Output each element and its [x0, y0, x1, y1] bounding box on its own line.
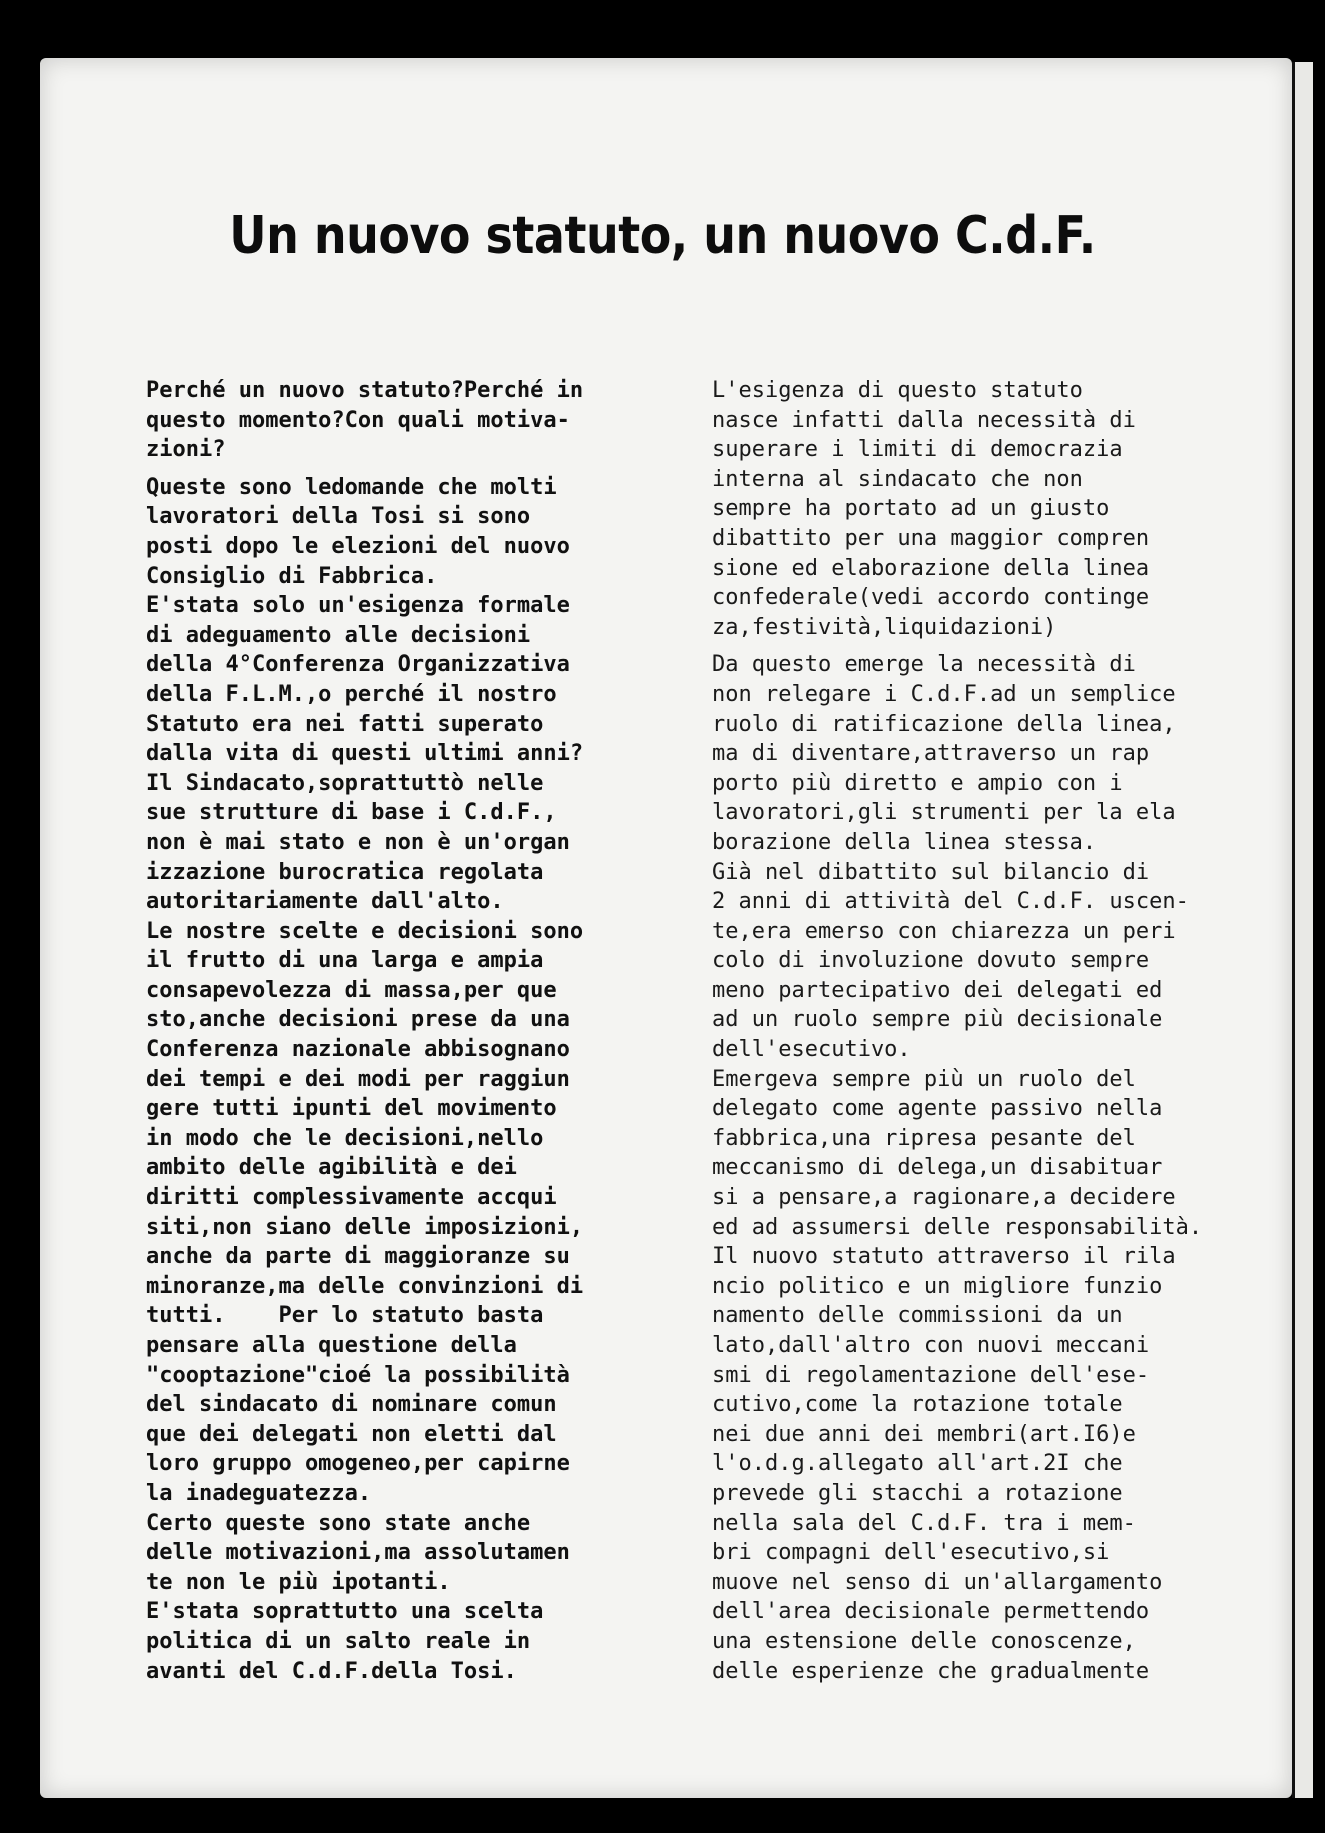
text-line: izzazione burocratica regolata: [146, 859, 544, 885]
text-line: Da questo emerge la necessità di: [712, 652, 1136, 678]
text-line: siti,non siano delle imposizioni,: [146, 1214, 584, 1240]
text-line: sto,anche decisioni prese da una: [146, 1007, 570, 1033]
text-line: posti dopo le elezioni del nuovo: [146, 533, 570, 559]
text-line: colo di involuzione dovuto sempre: [712, 948, 1150, 974]
left-column: [146, 376, 583, 1686]
text-line: ad un ruolo sempre più decisionale: [712, 1007, 1163, 1033]
text-line: porto più diretto e ampio con i: [712, 770, 1123, 796]
text-line: il frutto di una larga e ampia: [146, 948, 544, 974]
text-line: Emergeva sempre più un ruolo del: [712, 1066, 1136, 1092]
text-line: dell'area decisionale permettendo: [712, 1599, 1150, 1625]
text-line: si a pensare,a ragionare,a decidere: [712, 1185, 1176, 1211]
text-line: Le nostre scelte e decisioni sono: [146, 918, 584, 944]
text-line: confederale(vedi accordo continge: [712, 585, 1150, 611]
text-line: Consiglio di Fabbrica.: [146, 563, 438, 589]
text-line: in modo che le decisioni,nello: [146, 1125, 544, 1151]
text-line: Certo queste sono state anche: [146, 1510, 531, 1536]
text-line: E'stata soprattutto una scelta: [146, 1599, 544, 1625]
text-line: "cooptazione"cioé la possibilità: [146, 1362, 570, 1388]
text-line: te non le più ipotanti.: [146, 1569, 451, 1595]
text-line: lavoratori,gli strumenti per la ela: [712, 800, 1176, 826]
text-line: ambito delle agibilità e dei: [146, 1155, 517, 1181]
text-line: 2 anni di attività del C.d.F. uscen-: [712, 889, 1189, 915]
text-line: consapevolezza di massa,per que: [146, 977, 557, 1003]
text-line: meno partecipativo dei delegati ed: [712, 977, 1163, 1003]
text-line: anche da parte di maggioranze su: [146, 1244, 570, 1270]
text-line: cutivo,come la rotazione totale: [712, 1392, 1123, 1418]
page-edge: [1292, 62, 1313, 1798]
text-line: ncio politico e un migliore funzio: [712, 1273, 1163, 1299]
text-line: della F.L.M.,o perché il nostro: [146, 681, 557, 707]
text-line: sempre ha portato ad un giusto: [712, 496, 1110, 522]
text-line: ed ad assumersi delle responsabilità.: [712, 1214, 1203, 1240]
text-line: l'o.d.g.allegato all'art.2I che: [712, 1451, 1123, 1477]
text-line: Conferenza nazionale abbisognano: [146, 1037, 570, 1063]
text-line: delegato come agente passivo nella: [712, 1096, 1163, 1122]
text-line: za,festività,liquidazioni): [712, 614, 1057, 640]
text-line: muove nel senso di un'allargamento: [712, 1569, 1163, 1595]
text-line: delle esperienze che gradualmente: [712, 1658, 1150, 1684]
text-line: Perché un nuovo statuto?Perché in: [146, 378, 584, 403]
text-line: di adeguamento alle decisioni: [146, 622, 531, 648]
text-line: minoranze,ma delle convinzioni di: [146, 1273, 584, 1299]
text-line: nasce infatti dalla necessità di: [712, 407, 1136, 433]
text-line: diritti complessivamente accqui: [146, 1185, 557, 1211]
text-line: namento delle commissioni da un: [712, 1303, 1123, 1329]
text-line: del sindacato di nominare comun: [146, 1392, 557, 1418]
text-line: dell'esecutivo.: [712, 1037, 911, 1063]
text-line: borazione della linea stessa.: [712, 829, 1097, 855]
text-line: L'esigenza di questo statuto: [712, 378, 1083, 403]
text-line: loro gruppo omogeneo,per capirne: [146, 1451, 570, 1477]
text-line: nella sala del C.d.F. tra i mem-: [712, 1510, 1136, 1536]
text-line: Già nel dibattito sul bilancio di: [712, 859, 1150, 885]
text-line: lato,dall'altro con nuovi meccani: [712, 1333, 1150, 1358]
text-line: E'stata solo un'esigenza formale: [146, 593, 570, 619]
text-line: Queste sono ledomande che molti: [146, 474, 557, 500]
text-line: sue strutture di base i C.d.F.,: [146, 800, 557, 826]
right-column: [712, 376, 1202, 1686]
text-line: interna al sindacato che non: [712, 466, 1083, 492]
paragraph-gap: [712, 642, 1202, 650]
text-line: non è mai stato e non è un'organ: [146, 829, 570, 855]
text-line: sione ed elaborazione della linea: [712, 555, 1150, 581]
text-line: bri compagni dell'esecutivo,si: [712, 1540, 1110, 1566]
text-line: te,era emerso con chiarezza un peri: [712, 918, 1176, 944]
text-line: politica di un salto reale in: [146, 1628, 531, 1654]
text-line: dibattito per una maggior compren: [712, 525, 1150, 551]
text-line: gere tutti ipunti del movimento: [146, 1096, 557, 1122]
text-line: Il Sindacato,soprattuttò nelle: [146, 770, 544, 796]
text-line: autoritariamente dall'alto.: [146, 889, 504, 915]
text-line: que dei delegati non eletti dal: [146, 1421, 557, 1447]
text-line: avanti del C.d.F.della Tosi.: [146, 1658, 517, 1684]
text-line: zioni?: [146, 437, 226, 463]
paragraph-gap: [146, 465, 583, 473]
text-line: Statuto era nei fatti superato: [146, 711, 544, 737]
text-line: ma di diventare,attraverso un rap: [712, 741, 1150, 767]
text-line: dalla vita di questi ultimi anni?: [146, 741, 584, 767]
text-line: smi di regolamentazione dell'ese-: [712, 1362, 1150, 1388]
headline: Un nuovo statuto, un nuovo C.d.F.: [229, 204, 1096, 266]
text-line: una estensione delle conoscenze,: [712, 1628, 1136, 1654]
text-line: meccanismo di delega,un disabituar: [712, 1155, 1163, 1181]
text-line: non relegare i C.d.F.ad un semplice: [712, 681, 1176, 707]
text-line: superare i limiti di democrazia: [712, 437, 1123, 463]
text-line: ruolo di ratificazione della linea,: [712, 711, 1176, 737]
text-line: della 4°Conferenza Organizzativa: [146, 652, 570, 678]
text-line: lavoratori della Tosi si sono: [146, 504, 531, 530]
text-line: nei due anni dei membri(art.I6)e: [712, 1421, 1136, 1447]
text-line: dei tempi e dei modi per raggiun: [146, 1066, 570, 1092]
text-line: delle motivazioni,ma assolutamen: [146, 1540, 570, 1566]
text-line: questo momento?Con quali motiva-: [146, 407, 570, 433]
text-line: pensare alla questione della: [146, 1333, 517, 1358]
text-line: la inadeguatezza.: [146, 1480, 372, 1506]
text-line: prevede gli stacchi a rotazione: [712, 1480, 1123, 1506]
text-line: Il nuovo statuto attraverso il rila: [712, 1244, 1176, 1270]
text-line: fabbrica,una ripresa pesante del: [712, 1125, 1136, 1151]
text-line: tutti. Per lo statuto basta: [146, 1303, 544, 1329]
